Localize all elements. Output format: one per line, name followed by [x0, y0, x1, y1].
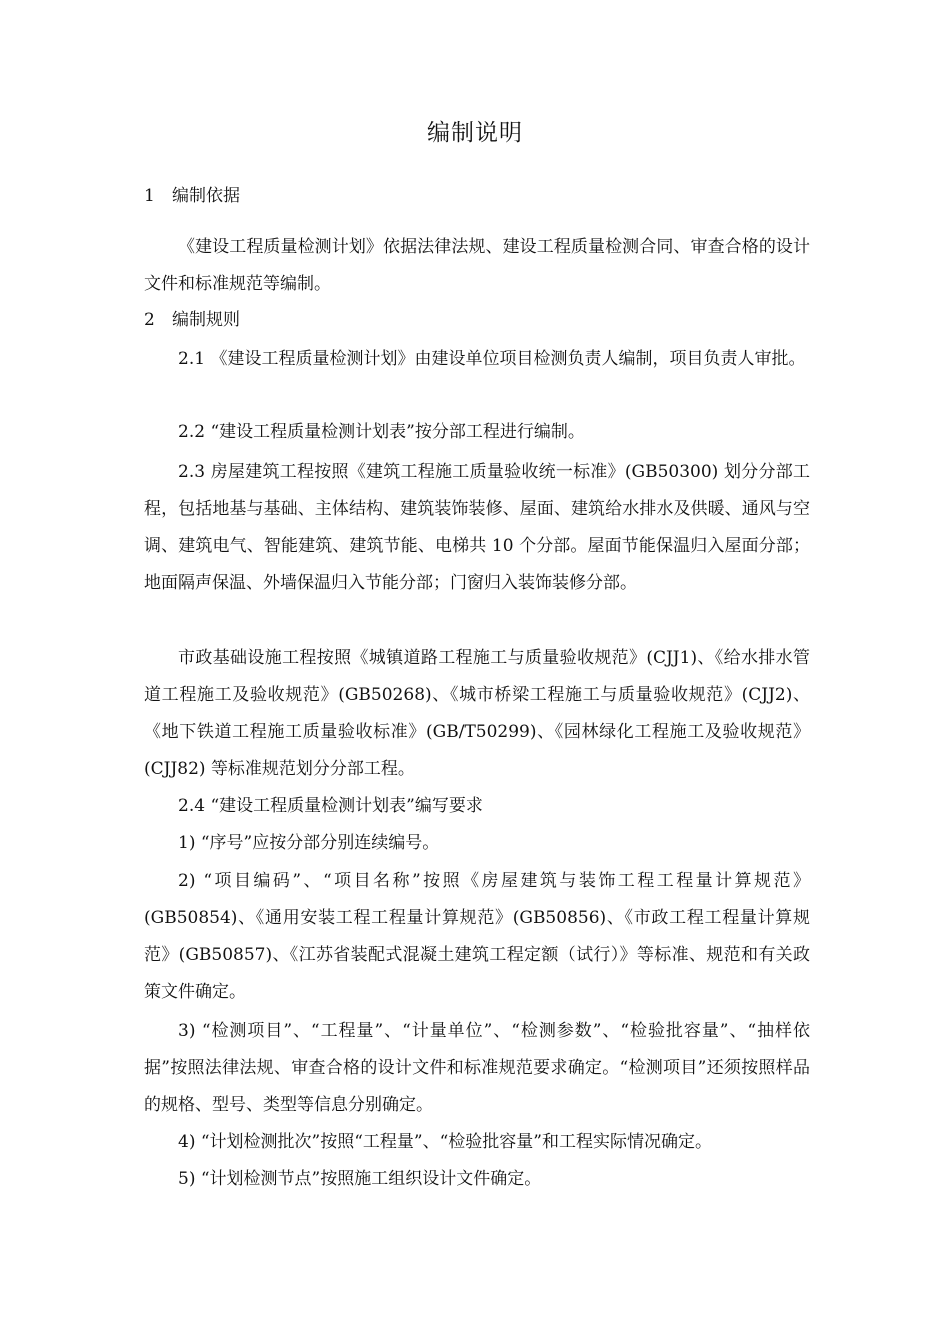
section-1-number: 1	[144, 186, 155, 206]
requirement-item-5: 5) “计划检测节点”按照施工组织设计文件确定。	[178, 1169, 542, 1189]
rule-2-4-paragraph: 2.4 “建设工程质量检测计划表”编写要求	[178, 796, 483, 816]
section-2-title: 编制规则	[172, 310, 240, 330]
section-2-heading	[144, 306, 240, 334]
section-2-number: 2	[144, 310, 155, 330]
section-1-heading	[144, 182, 240, 210]
requirement-item-1: 1) “序号”应按分部分别连续编号。	[178, 833, 440, 853]
document-title: 编制说明	[427, 120, 523, 146]
rule-2-3-paragraph: 2.3 房屋建筑工程按照《建筑工程施工质量验收统一标准》(GB50300) 划分分部工程，包括地基与基础、主体结构、建筑装饰装修、屋面、建筑给水排水及供暖、通风与空调、建筑电气、智能建筑、建筑节能、电梯共 10 个分部。屋面节能保温归入屋面分部；地面隔声保温、外墙保温归入节能分部；门窗归入装饰装修分部。	[144, 462, 810, 593]
municipal-paragraph: 市政基础设施工程按照《城镇道路工程施工与质量验收规范》(CJJ1)、《给水排水管道工程施工及验收规范》(GB50268)、《城市桥梁工程施工与质量验收规范》(CJJ2)、《地下铁道工程施工质量验收标准》(GB/T50299)、《园林绿化工程施工及验收规范》(CJJ82) 等标准规范划分分部工程。	[144, 648, 810, 779]
rule-2-1-paragraph: 2.1 《建设工程质量检测计划》由建设单位项目检测负责人编制，项目负责人审批。	[178, 349, 806, 369]
section-1-paragraph: 《建设工程质量检测计划》依据法律法规、建设工程质量检测合同、审查合格的设计文件和标准规范等编制。	[144, 237, 810, 294]
requirement-item-2: 2) “项目编码”、“项目名称”按照《房屋建筑与装饰工程工程量计算规范》(GB50854)、《通用安装工程工程量计算规范》(GB50856)、《市政工程工程量计算规范》(GB50857)、《江苏省装配式混凝土建筑工程定额（试行）》等标准、规范和有关政策文件确定。	[144, 871, 810, 1002]
rule-2-2-paragraph: 2.2 “建设工程质量检测计划表”按分部工程进行编制。	[178, 422, 585, 442]
requirement-item-3: 3) “检测项目”、“工程量”、“计量单位”、“检测参数”、“检验批容量”、“抽样依据”按照法律法规、审查合格的设计文件和标准规范要求确定。“检测项目”还须按照样品的规格、型号、类型等信息分别确定。	[144, 1021, 810, 1115]
section-1-title: 编制依据	[172, 186, 240, 206]
requirement-item-4: 4) “计划检测批次”按照“工程量”、“检验批容量”和工程实际情况确定。	[178, 1132, 712, 1152]
